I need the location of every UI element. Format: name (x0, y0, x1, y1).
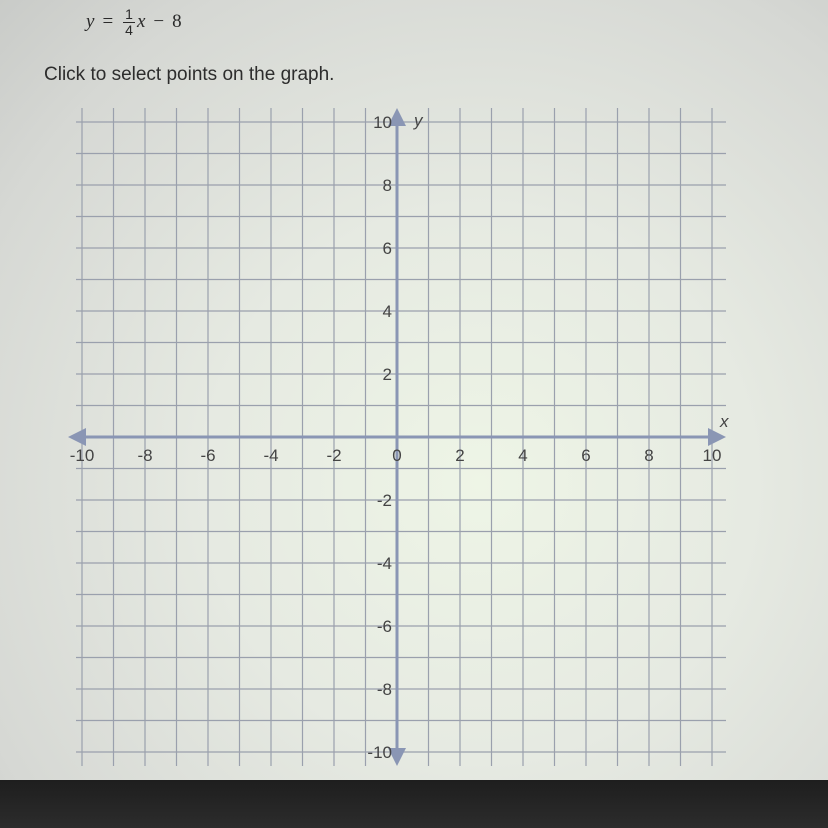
fraction-denominator: 4 (125, 21, 133, 38)
equation-lhs: y (86, 11, 95, 32)
x-axis-label: x (720, 412, 729, 431)
equation-constant: 8 (172, 11, 182, 32)
fraction-numerator: 1 (125, 5, 133, 22)
x-axis-left-arrow-icon (68, 428, 86, 446)
x-tick-label: 4 (518, 446, 528, 465)
y-tick-label: 2 (382, 365, 392, 384)
x-tick-label: 6 (581, 446, 591, 465)
y-tick-label: 8 (382, 176, 392, 195)
x-tick-label: 0 (392, 446, 402, 465)
x-tick-label: 10 (702, 446, 722, 465)
x-tick-label: -2 (326, 446, 342, 465)
equation-equals: = (102, 11, 114, 32)
equation-operator: − (153, 11, 165, 32)
y-tick-label: 6 (382, 239, 392, 258)
y-tick-label: -6 (376, 617, 392, 636)
equation-variable: x (136, 11, 146, 32)
y-tick-label: -2 (376, 491, 392, 510)
y-tick-label: 10 (373, 113, 392, 132)
y-tick-label: -8 (376, 680, 392, 699)
x-tick-label: 2 (455, 446, 465, 465)
instruction-text: Click to select points on the graph. (44, 64, 335, 85)
y-tick-label: -10 (367, 743, 392, 762)
x-tick-label: -8 (137, 446, 153, 465)
y-axis-label: y (414, 111, 423, 130)
y-tick-label: -4 (376, 554, 392, 573)
x-tick-label: -4 (263, 446, 279, 465)
x-tick-label: -6 (200, 446, 216, 465)
y-tick-label: 4 (382, 302, 392, 321)
x-tick-label: 8 (644, 446, 654, 465)
x-tick-label: -10 (69, 446, 95, 465)
monitor-bezel (0, 780, 828, 828)
